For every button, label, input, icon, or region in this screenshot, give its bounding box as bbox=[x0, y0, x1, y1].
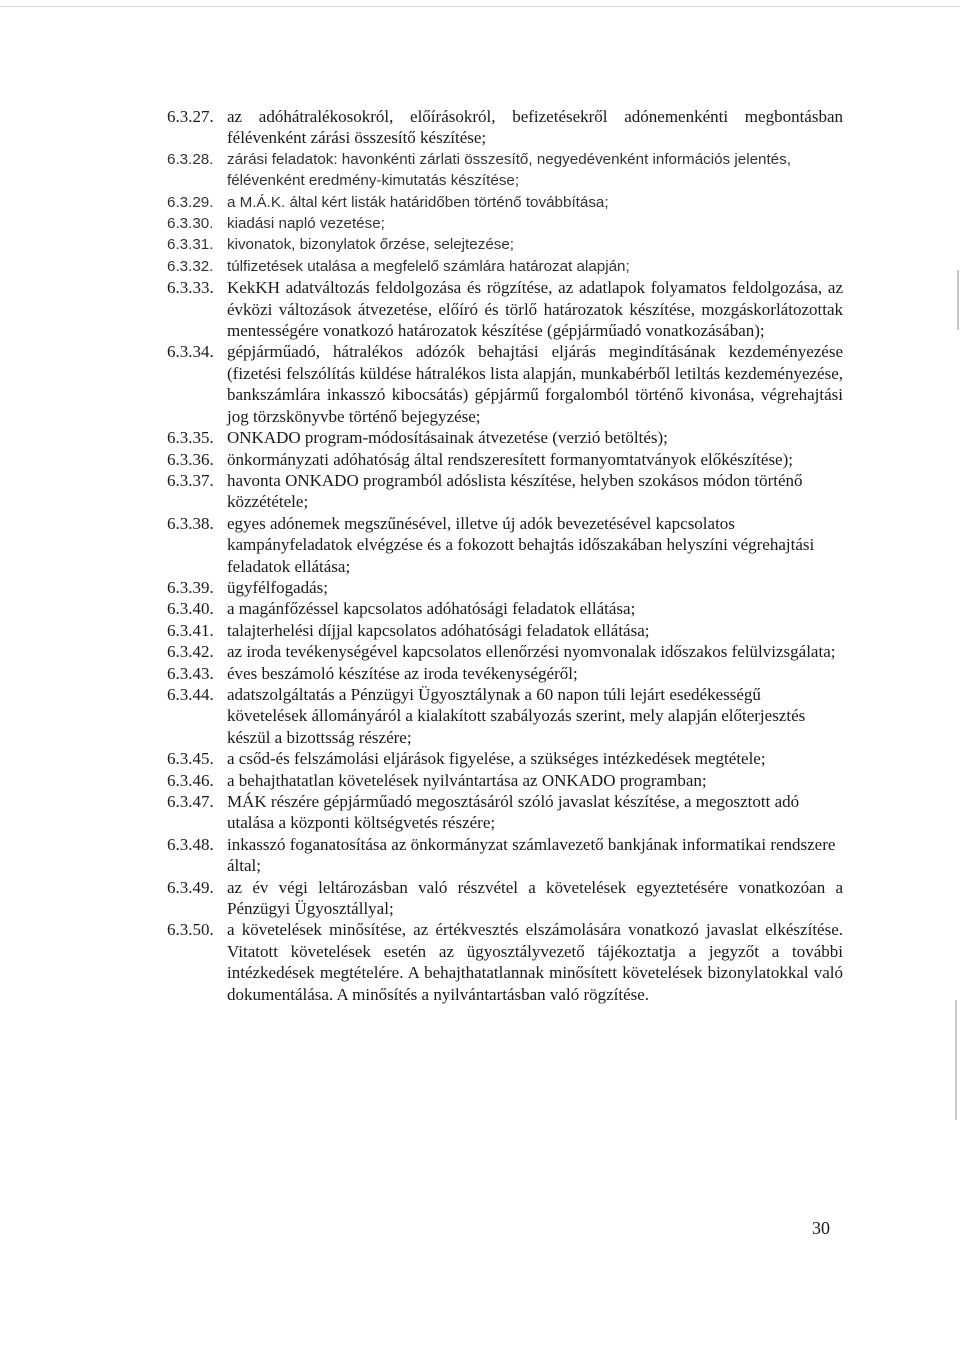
item-text: talajterhelési díjjal kapcsolatos adóhatósági feladatok ellátása; bbox=[227, 620, 650, 640]
list-item bbox=[167, 470, 843, 513]
scan-top-edge bbox=[0, 6, 960, 7]
item-text: zárási feladatok: havonkénti zárlati összesítő, negyedévenként információs jelentés, félévenként eredmény-kimutatás készítése; bbox=[227, 150, 791, 190]
item-number: 6.3.46. bbox=[167, 770, 214, 790]
list-item bbox=[167, 213, 843, 234]
item-text: KekKH adatváltozás feldolgozása és rögzítése, az adatlapok folyamatos feldolgozása, az évközi változások átvezetése, előíró és törlő határozatok készítése, mozgáskorlátozottak mentességére vonatkozó határozatok készítése (gépjárműadó vonatkozásában); bbox=[227, 278, 843, 341]
item-number: 6.3.45. bbox=[167, 749, 214, 769]
item-text: az adóhátralékosokról, előírásokról, befizetésekről adónemenkénti megbontásban félévenként zárási összesítő készítése; bbox=[227, 107, 843, 148]
list-item bbox=[167, 791, 843, 834]
list-item bbox=[167, 341, 843, 427]
item-number: 6.3.33. bbox=[167, 278, 214, 298]
item-number: 6.3.48. bbox=[167, 834, 214, 854]
list-item bbox=[167, 234, 843, 255]
list-item bbox=[167, 513, 843, 577]
item-text: gépjárműadó, hátralékos adózók behajtási eljárás megindításának kezdeményezése (fizetési felszólítás küldése hátralékos lista alapján, munkabérből letiltás kezdeményezése, bankszámlára inkasszó kibocsátás) gépjármű forgalomból történő kivonása, végrehajtási jog törzskönyvbe történő bejegyzése; bbox=[227, 342, 843, 426]
list-item bbox=[167, 770, 843, 791]
list-item bbox=[167, 427, 843, 448]
item-number: 6.3.34. bbox=[167, 342, 214, 362]
list-item bbox=[167, 748, 843, 769]
item-text: túlfizetések utalása a megfelelő számlára határozat alapján; bbox=[227, 257, 630, 275]
item-number: 6.3.39. bbox=[167, 577, 214, 597]
item-number: 6.3.27. bbox=[167, 107, 214, 126]
scan-margin-mark bbox=[957, 270, 959, 330]
list-item bbox=[167, 256, 843, 277]
scan-margin-mark bbox=[955, 1000, 957, 1120]
item-number: 6.3.50. bbox=[167, 920, 214, 940]
item-text: MÁK részére gépjárműadó megosztásáról szóló javaslat készítése, a megosztott adó utalása a központi költségvetés részére; bbox=[227, 792, 800, 833]
item-number: 6.3.32. bbox=[167, 257, 214, 275]
item-number: 6.3.40. bbox=[167, 599, 214, 619]
item-number: 6.3.38. bbox=[167, 513, 214, 533]
item-text: a követelések minősítése, az értékvesztés elszámolására vonatkozó javaslat elkészítése. Vitatott követelések esetén az ügyosztályvezető tájékoztatja a jegyzőt a további intézkedések megtételére. A behajthatatlannak minősített követelések bizonylatokkal való dokumentálása. A minősítés a nyilvántartásban való rögzítése. bbox=[227, 920, 843, 1004]
item-text: önkormányzati adóhatóság által rendszeresített formanyomtatványok előkészítése); bbox=[227, 449, 793, 469]
item-number: 6.3.30. bbox=[167, 215, 214, 233]
item-number: 6.3.31. bbox=[167, 236, 214, 254]
item-text: éves beszámoló készítése az iroda tevékenységéről; bbox=[227, 663, 578, 683]
page-number: 30 bbox=[812, 1218, 830, 1238]
item-text: kiadási napló vezetése; bbox=[227, 215, 385, 233]
list-item bbox=[167, 684, 843, 748]
item-number: 6.3.49. bbox=[167, 877, 214, 897]
item-text: az év végi leltározásban való részvétel a követelések egyeztetésére vonatkozóan a Pénzügyi Ügyosztállyal; bbox=[227, 877, 843, 919]
list-item bbox=[167, 834, 843, 877]
item-text: egyes adónemek megszűnésével, illetve új adók bevezetésével kapcsolatos kampányfeladatok elvégzése és a fokozott behajtás időszakában helyszíni végrehajtási feladatok ellátása; bbox=[227, 513, 815, 576]
item-number: 6.3.28. bbox=[167, 150, 214, 168]
item-text: a csőd-és felszámolási eljárások figyelése, a szükséges intézkedések megtétele; bbox=[227, 749, 766, 769]
item-text: a M.Á.K. által kért listák határidőben történő továbbítása; bbox=[227, 193, 609, 211]
list-item bbox=[167, 877, 843, 920]
item-number: 6.3.37. bbox=[167, 470, 214, 490]
item-text: kivonatok, bizonylatok őrzése, selejtezése; bbox=[227, 236, 515, 254]
list-item bbox=[167, 277, 843, 341]
list-item bbox=[167, 149, 843, 192]
item-text: inkasszó foganatosítása az önkormányzat számlavezető bankjának informatikai rendszere által; bbox=[227, 834, 836, 876]
item-number: 6.3.44. bbox=[167, 684, 214, 704]
list-item bbox=[167, 598, 843, 619]
item-text: ONKADO program-módosításainak átvezetése (verzió betöltés); bbox=[227, 428, 668, 448]
list-item bbox=[167, 577, 843, 598]
list-item bbox=[167, 641, 843, 662]
item-text: a behajthatatlan követelések nyilvántartása az ONKADO programban; bbox=[227, 770, 707, 790]
list-item bbox=[167, 106, 843, 149]
item-text: a magánfőzéssel kapcsolatos adóhatósági feladatok ellátása; bbox=[227, 599, 636, 619]
item-number: 6.3.43. bbox=[167, 663, 214, 683]
task-list bbox=[167, 106, 843, 1005]
item-number: 6.3.36. bbox=[167, 449, 214, 469]
list-item bbox=[167, 449, 843, 470]
list-item bbox=[167, 919, 843, 1005]
item-text: adatszolgáltatás a Pénzügyi Ügyosztálynak a 60 napon túli lejárt esedékességű követelések állományáról a kialakított szabályozás szerint, mely alapján előterjesztés készül a bizottsság részére; bbox=[227, 684, 806, 747]
item-text: havonta ONKADO programból adóslista készítése, helyben szokásos módon történő közzététele; bbox=[227, 470, 803, 512]
item-number: 6.3.42. bbox=[167, 642, 214, 662]
list-item bbox=[167, 663, 843, 684]
item-text: ügyfélfogadás; bbox=[227, 577, 329, 597]
list-item bbox=[167, 192, 843, 213]
item-number: 6.3.47. bbox=[167, 792, 214, 811]
item-text: az iroda tevékenységével kapcsolatos ellenőrzési nyomvonalak időszakos felülvizsgálata; bbox=[227, 642, 836, 662]
item-number: 6.3.29. bbox=[167, 193, 214, 211]
item-number: 6.3.41. bbox=[167, 620, 214, 640]
list-item bbox=[167, 620, 843, 641]
item-number: 6.3.35. bbox=[167, 428, 214, 448]
